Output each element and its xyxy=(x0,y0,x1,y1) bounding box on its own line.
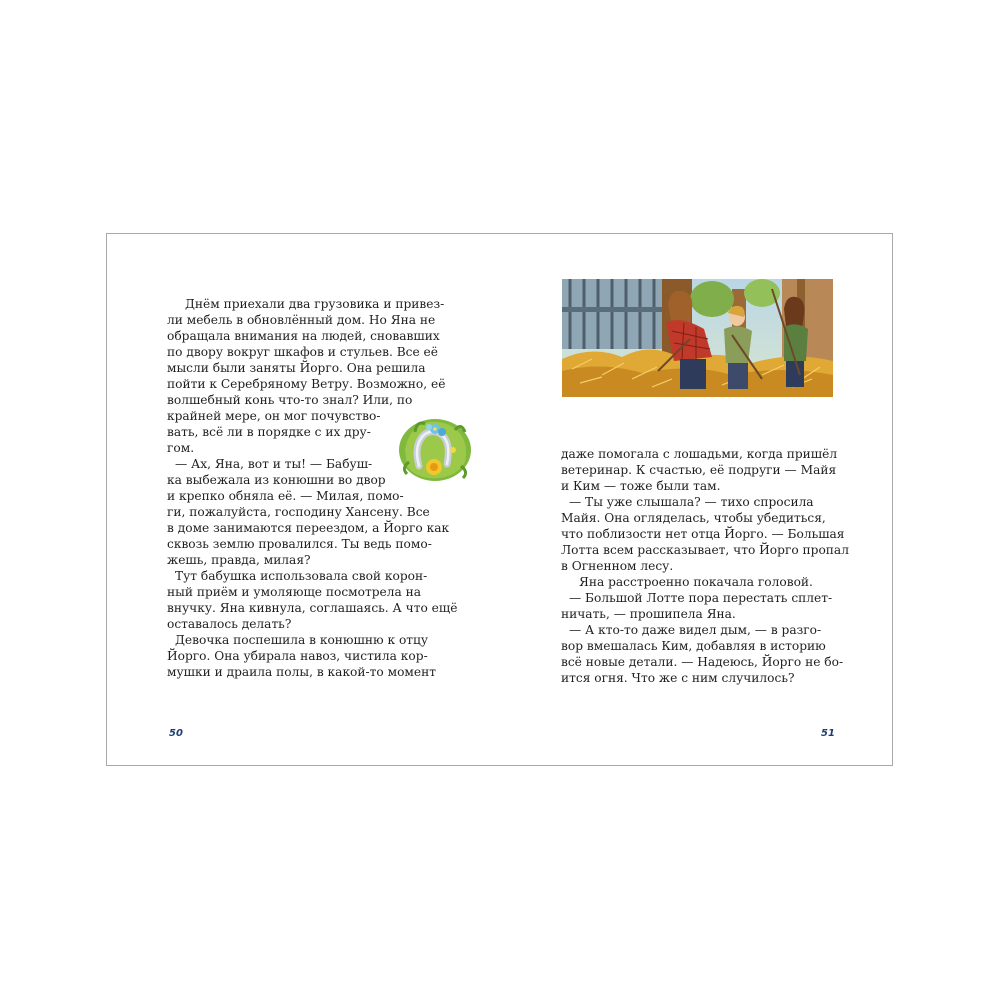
left-page xyxy=(107,234,501,765)
stable-illustration xyxy=(562,279,833,397)
text-line: гом. xyxy=(167,441,195,455)
text-line: даже помогала с лошадьми, когда пришёл xyxy=(561,447,838,461)
text-line: — А кто-то даже видел дым, — в разго- xyxy=(569,623,822,637)
text-line: мысли были заняты Йорго. Она решила xyxy=(167,361,426,375)
text-line: по двору вокруг шкафов и стульев. Все её xyxy=(167,345,438,359)
text-line: внучку. Яна кивнула, соглашаясь. А что ещё xyxy=(167,601,458,615)
text-line: всё новые детали. — Надеюсь, Йорго не бо- xyxy=(561,655,844,669)
page-number: 50 xyxy=(169,728,183,739)
text-line: вать, всё ли в порядке с их дру- xyxy=(167,425,371,439)
horseshoe-flower-icon xyxy=(395,410,473,484)
text-line: ный приём и умоляюще посмотрела на xyxy=(167,585,422,599)
text-line: Майя. Она огляделась, чтобы убедиться, xyxy=(561,511,826,525)
text-line: Яна расстроенно покачала головой. xyxy=(579,575,813,589)
text-line: и крепко обняла её. — Милая, помо- xyxy=(167,489,404,503)
text-line: Йорго. Она убирала навоз, чистила кор- xyxy=(167,649,428,663)
text-line: жешь, правда, милая? xyxy=(167,553,311,567)
text-line: ничать, — прошипела Яна. xyxy=(561,607,736,621)
text-line: мушки и драила полы, в какой-то момент xyxy=(167,665,436,679)
text-line: в Огненном лесу. xyxy=(561,559,674,573)
text-line: сквозь землю провалился. Ты ведь помо- xyxy=(167,537,432,551)
text-line: и Ким — тоже были там. xyxy=(561,479,721,493)
page-number: 51 xyxy=(821,728,835,739)
text-line: что поблизости нет отца Йорго. — Большая xyxy=(561,527,845,541)
text-line: Лотта всем рассказывает, что Йорго пропал xyxy=(561,543,849,557)
text-line: — Ах, Яна, вот и ты! — Бабуш- xyxy=(175,457,373,471)
text-line: ветеринар. К счастью, её подруги — Майя xyxy=(561,463,837,477)
text-line: ги, пожалуйста, господину Хансену. Все xyxy=(167,505,430,519)
text-line: пойти к Серебряному Ветру. Возможно, её xyxy=(167,377,446,391)
text-line: Тут бабушка использовала свой корон- xyxy=(175,569,428,583)
text-line: в доме занимаются переездом, а Йорго как xyxy=(167,521,450,535)
text-line: обращала внимания на людей, сновавших xyxy=(167,329,440,343)
text-line: Девочка поспешила в конюшню к отцу xyxy=(175,633,429,647)
text-line: ли мебель в обновлённый дом. Но Яна не xyxy=(167,313,436,327)
text-line: волшебный конь что-то знал? Или, по xyxy=(167,393,413,407)
book-spread xyxy=(106,233,893,766)
text-line: крайней мере, он мог почувство- xyxy=(167,409,381,423)
text-line: вор вмешалась Ким, добавляя в историю xyxy=(561,639,826,653)
text-line: — Ты уже слышала? — тихо спросила xyxy=(569,495,814,509)
text-line: — Большой Лотте пора перестать сплет- xyxy=(569,591,833,605)
text-line: Днём приехали два грузовика и привез- xyxy=(185,297,445,311)
text-line: ка выбежала из конюшни во двор xyxy=(167,473,386,487)
text-line: ится огня. Что же с ним случилось? xyxy=(561,671,795,685)
text-line: оставалось делать? xyxy=(167,617,292,631)
